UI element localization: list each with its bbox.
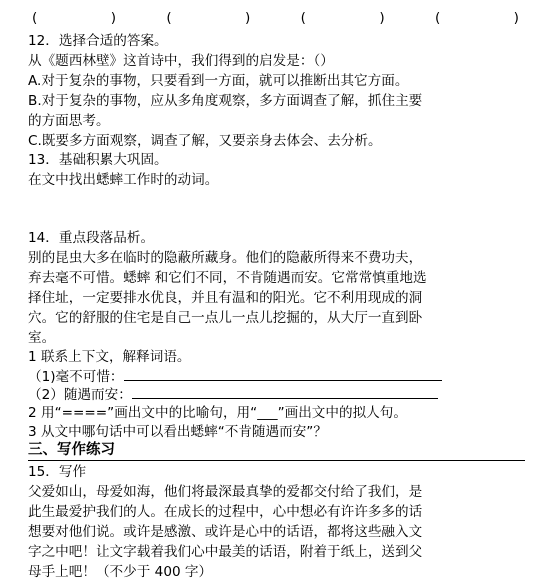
section-divider bbox=[28, 460, 525, 461]
answer-blank-4[interactable]: ( ) bbox=[434, 10, 519, 26]
answer-parentheses-row bbox=[32, 10, 519, 26]
q15-prompt-line: 此生最爱护我们的人。在成长的过程中，心中想必有许许多多的话 bbox=[28, 504, 423, 520]
q14-passage-line: 弃去毫不可惜。蟋蟀 和它们不同，不肯随遇而安。它常常慎重地选 bbox=[28, 270, 427, 286]
answer-blank-2[interactable]: ( ) bbox=[166, 10, 251, 26]
answer-blank-1[interactable]: ( ) bbox=[32, 10, 116, 26]
q12-title: 12．选择合适的答案。 bbox=[28, 33, 168, 49]
answer-line[interactable] bbox=[132, 384, 438, 399]
q14-passage-line: 穴。它的舒服的住宅是自己一点儿一点儿挖掘的，从大厅一直到卧 bbox=[28, 310, 423, 326]
q13-question: 在文中找出蟋蟀工作时的动词。 bbox=[28, 172, 219, 188]
q14-sub2: 2 用“====”画出文中的比喻句，用“___”画出文中的拟人句。 bbox=[28, 405, 407, 421]
q12-option-c[interactable]: C.既要多方面观察，调查了解，又要亲身去体会、去分析。 bbox=[28, 133, 382, 149]
answer-line[interactable] bbox=[124, 366, 442, 381]
q15-title: 15．写作 bbox=[28, 464, 87, 480]
q13-title: 13．基础积累大巩固。 bbox=[28, 152, 168, 168]
q15-prompt-line: 字之中吧！让文字载着我们心中最美的话语，附着于纸上，送到父 bbox=[28, 544, 423, 560]
q14-passage-line: 择住址，一定要排水优良，并且有温和的阳光。它不利用现成的洞 bbox=[28, 290, 423, 306]
section-heading: 三、写作练习 bbox=[28, 442, 115, 458]
q14-sub1: 1 联系上下文，解释词语。 bbox=[28, 349, 191, 365]
q14-passage-line: 别的昆虫大多在临时的隐蔽所藏身。他们的隐蔽所得来不费功夫， bbox=[28, 250, 423, 266]
q15-prompt-line: 父爱如山，母爱如海，他们将最深最真挚的爱都交付给了我们，是 bbox=[28, 484, 423, 500]
q12-option-a[interactable]: A.对于复杂的事物，只要看到一方面，就可以推断出其它方面。 bbox=[28, 73, 409, 89]
q12-option-b[interactable]: B.对于复杂的事物，应从多角度观察，多方面调查了解，抓住主要 bbox=[28, 93, 423, 109]
q14-sub3: 3 从文中哪句话中可以看出蟋蟀“不肯随遇而安”？ bbox=[28, 424, 327, 440]
q14-title: 14．重点段落品析。 bbox=[28, 230, 155, 246]
answer-blank-3[interactable]: ( ) bbox=[300, 10, 385, 26]
q14-sub1a: （1)毫不可惜： bbox=[28, 366, 442, 387]
q15-prompt-line: 母手上吧！（不少于 400 字） bbox=[28, 564, 213, 580]
q15-prompt-line: 想要对他们说。或许是感激、或许是心中的话语，都将这些融入文 bbox=[28, 524, 423, 540]
q14-sub1b: （2）随遇而安： bbox=[28, 384, 438, 405]
q14-passage-line: 室。 bbox=[28, 330, 56, 346]
q12-question: 从《题西林壁》这首诗中，我们得到的启发是：（） bbox=[28, 53, 334, 69]
q12-option-b-cont: 的方面思考。 bbox=[28, 113, 110, 129]
